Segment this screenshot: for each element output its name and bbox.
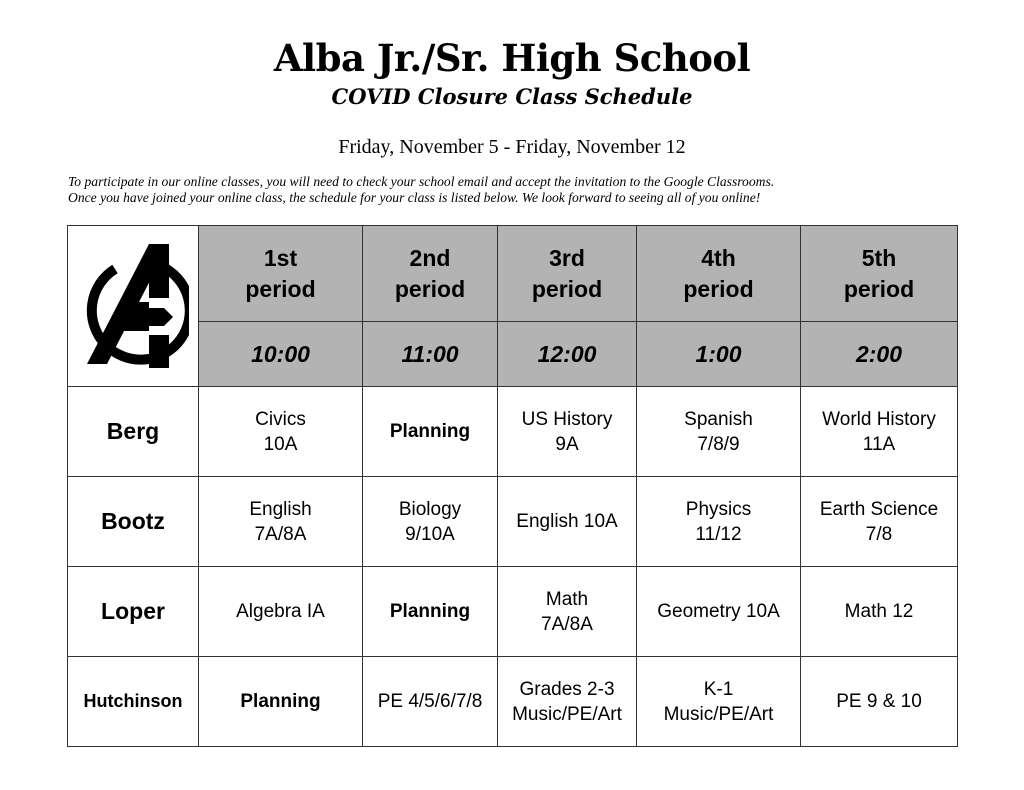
teacher-row-hutchinson bbox=[68, 657, 958, 747]
class-cell: English 10A bbox=[498, 477, 637, 567]
class-cell: Physics 11/12 bbox=[637, 477, 801, 567]
logo-cell bbox=[68, 226, 199, 387]
class-cell: PE 4/5/6/7/8 bbox=[363, 657, 498, 747]
class-cell: K-1 Music/PE/Art bbox=[637, 657, 801, 747]
class-cell: Math 7A/8A bbox=[498, 567, 637, 657]
class-cell: Algebra IA bbox=[199, 567, 363, 657]
period-4-header: 4th period bbox=[637, 226, 801, 322]
period-5-header: 5th period bbox=[801, 226, 958, 322]
teacher-name: Bootz bbox=[68, 477, 199, 567]
class-cell: Planning bbox=[199, 657, 363, 747]
period-2-header: 2nd period bbox=[363, 226, 498, 322]
date-range: Friday, November 5 - Friday, November 12 bbox=[338, 136, 686, 158]
page-subtitle: COVID Closure Class Schedule bbox=[331, 84, 693, 109]
teacher-name: Hutchinson bbox=[68, 657, 199, 747]
class-cell: Biology 9/10A bbox=[363, 477, 498, 567]
class-cell: Civics 10A bbox=[199, 387, 363, 477]
class-cell: World History 11A bbox=[801, 387, 958, 477]
teacher-row-bootz bbox=[68, 477, 958, 567]
class-cell: Grades 2-3 Music/PE/Art bbox=[498, 657, 637, 747]
note-line-2: Once you have joined your online class, the schedule for your class is listed below. We look forward to seeing all of you online! bbox=[68, 190, 761, 205]
class-cell: English 7A/8A bbox=[199, 477, 363, 567]
period-5-time: 2:00 bbox=[801, 322, 958, 387]
teacher-row-berg bbox=[68, 387, 958, 477]
period-1-header: 1st period bbox=[199, 226, 363, 322]
class-cell: Geometry 10A bbox=[637, 567, 801, 657]
page-title: Alba Jr./Sr. High School bbox=[273, 36, 751, 80]
class-cell: Planning bbox=[363, 387, 498, 477]
avengers-a-logo-icon bbox=[77, 236, 189, 372]
class-cell: Planning bbox=[363, 567, 498, 657]
teacher-name: Berg bbox=[68, 387, 199, 477]
class-cell: PE 9 & 10 bbox=[801, 657, 958, 747]
period-4-time: 1:00 bbox=[637, 322, 801, 387]
period-header-row bbox=[68, 226, 958, 322]
class-cell: US History 9A bbox=[498, 387, 637, 477]
period-3-header: 3rd period bbox=[498, 226, 637, 322]
instructions-note bbox=[68, 174, 988, 206]
class-cell: Earth Science 7/8 bbox=[801, 477, 958, 567]
period-2-time: 11:00 bbox=[363, 322, 498, 387]
note-line-1: To participate in our online classes, you will need to check your school email and accept the invitation to the Google Classrooms. bbox=[68, 174, 775, 189]
teacher-row-loper bbox=[68, 567, 958, 657]
class-cell: Spanish 7/8/9 bbox=[637, 387, 801, 477]
period-3-time: 12:00 bbox=[498, 322, 637, 387]
period-1-time: 10:00 bbox=[199, 322, 363, 387]
teacher-name: Loper bbox=[68, 567, 199, 657]
time-header-row bbox=[68, 322, 958, 387]
schedule-table bbox=[67, 225, 958, 747]
class-cell: Math 12 bbox=[801, 567, 958, 657]
